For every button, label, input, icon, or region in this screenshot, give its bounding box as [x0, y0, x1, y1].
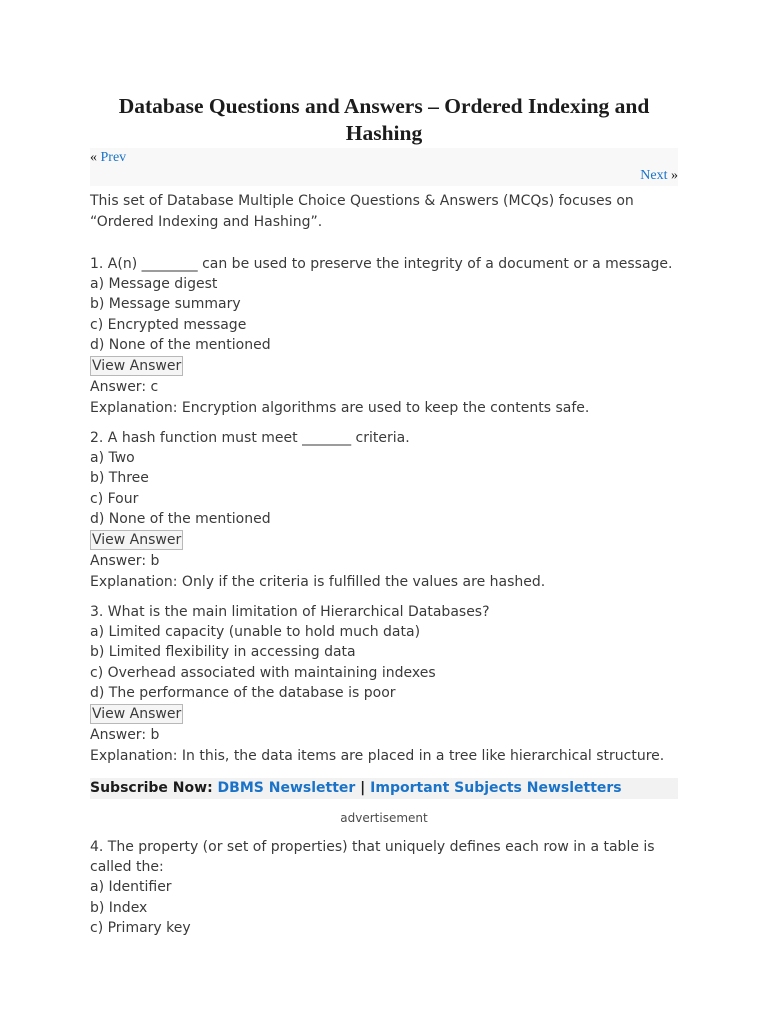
- subscribe-label: Subscribe Now:: [90, 780, 213, 797]
- option-c: c) Primary key: [90, 919, 191, 936]
- article: [90, 0, 678, 938]
- answer-text: Answer: b: [90, 727, 160, 744]
- prev-link[interactable]: Prev: [100, 150, 127, 165]
- option-c: c) Overhead associated with maintaining indexes: [90, 664, 436, 681]
- answer-text: Answer: b: [90, 553, 160, 570]
- explanation-text: Explanation: Encryption algorithms are used to keep the contents safe.: [90, 400, 590, 417]
- answer-text: Answer: c: [90, 379, 159, 396]
- prev-link-wrapper: [90, 150, 126, 166]
- subscribe-separator: |: [360, 780, 366, 797]
- question-block-2: [90, 428, 678, 593]
- option-a: a) Identifier: [90, 879, 172, 896]
- view-answer-button[interactable]: View Answer: [92, 532, 182, 549]
- question-text: 4. The property (or set of properties) that uniquely defines each row in a table is called the:: [90, 839, 655, 876]
- important-subjects-newsletters-link[interactable]: Important Subjects Newsletters: [370, 780, 622, 797]
- next-link[interactable]: Next: [640, 168, 668, 183]
- question-text: 2. A hash function must meet _______ criteria.: [90, 430, 410, 447]
- advertisement-label: advertisement: [340, 811, 428, 826]
- view-answer-button[interactable]: View Answer: [92, 358, 182, 375]
- option-a: a) Two: [90, 450, 135, 467]
- option-b: b) Limited flexibility in accessing data: [90, 644, 356, 661]
- question-block-1: [90, 254, 678, 419]
- explanation-text: Explanation: Only if the criteria is fulfilled the values are hashed.: [90, 574, 546, 591]
- question-block-4: [90, 837, 678, 938]
- question-block-3: [90, 602, 678, 767]
- intro-text: This set of Database Multiple Choice Questions & Answers (MCQs) focuses on “Ordered Indexing and Hashing”.: [90, 193, 634, 230]
- option-b: b) Index: [90, 899, 148, 916]
- option-d: d) None of the mentioned: [90, 510, 271, 527]
- option-d: d) None of the mentioned: [90, 336, 271, 353]
- option-b: b) Three: [90, 470, 149, 487]
- option-a: a) Message digest: [90, 276, 218, 293]
- pagination-nav: [90, 148, 678, 186]
- next-arrow: »: [671, 168, 678, 183]
- option-d: d) The performance of the database is poor: [90, 684, 396, 701]
- explanation-text: Explanation: In this, the data items are placed in a tree like hierarchical structure.: [90, 748, 665, 765]
- dbms-newsletter-link[interactable]: DBMS Newsletter: [217, 780, 356, 797]
- option-b: b) Message summary: [90, 296, 241, 313]
- question-text: 1. A(n) ________ can be used to preserve the integrity of a document or a message.: [90, 256, 673, 272]
- view-answer-button[interactable]: View Answer: [92, 706, 182, 723]
- page-title: Database Questions and Answers – Ordered Indexing and Hashing: [118, 94, 650, 145]
- question-text: 3. What is the main limitation of Hierarchical Databases?: [90, 604, 490, 621]
- next-link-wrapper: [640, 168, 678, 184]
- subscribe-bar: [90, 778, 678, 799]
- option-c: c) Four: [90, 490, 139, 507]
- prev-arrow: «: [90, 150, 97, 165]
- option-c: c) Encrypted message: [90, 316, 247, 333]
- option-a: a) Limited capacity (unable to hold much data): [90, 624, 421, 641]
